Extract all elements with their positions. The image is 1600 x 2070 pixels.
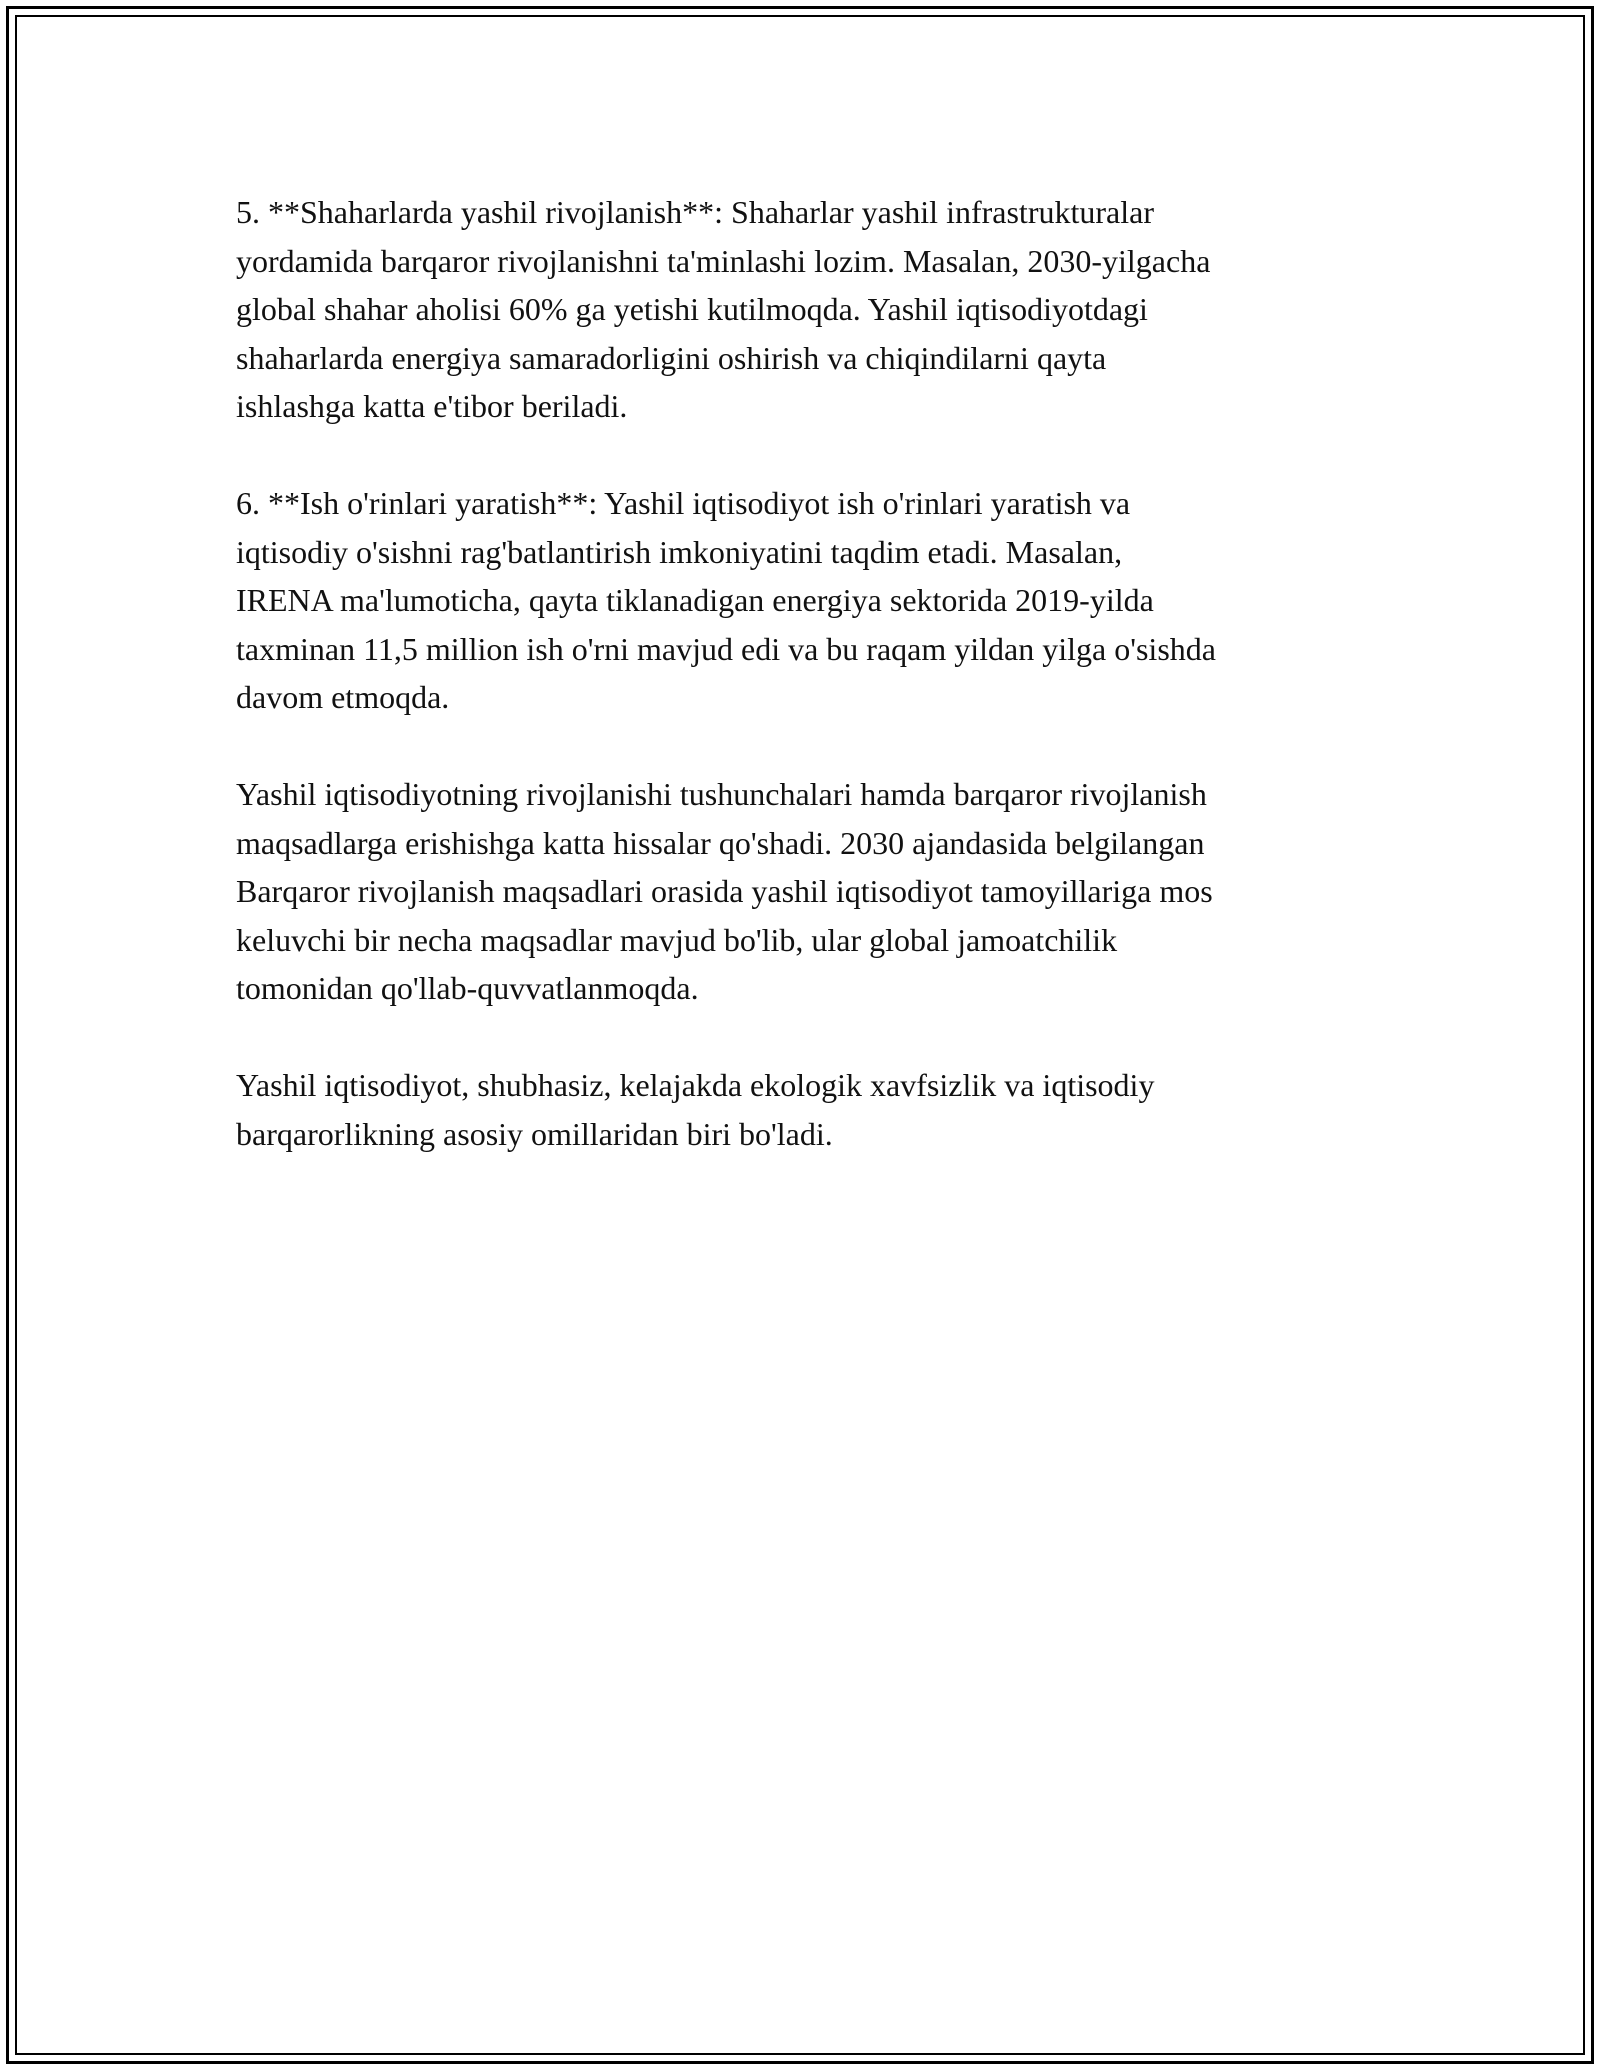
- document-body: [236, 188, 1376, 1207]
- paragraph-sustainable-development-goals: Yashil iqtisodiyotning rivojlanishi tushunchalari hamda barqaror rivojlanish maqsadlarga erishishga katta hissalar qo'shadi. 2030 ajandasida belgilangan Barqaror rivojlanish maqsadlari orasida yashil iqtisodiyot tamoyillariga mos keluvchi bir necha maqsadlar mavjud bo'lib, ular global jamoatchilik tomonidan qo'llab-quvvatlanmoqda.: [236, 776, 1213, 1006]
- paragraph-conclusion: Yashil iqtisodiyot, shubhasiz, kelajakda ekologik xavfsizlik va iqtisodiy barqarorlikning asosiy omillaridan biri bo'ladi.: [236, 1067, 1155, 1152]
- paragraph-job-creation: 6. **Ish o'rinlari yaratish**: Yashil iqtisodiyot ish o'rinlari yaratish va iqtisodiy o'sishni rag'batlantirish imkoniyatini taqdim etadi. Masalan, IRENA ma'lumoticha, qayta tiklanadigan energiya sektorida 2019-yilda taxminan 11,5 million ish o'rni mavjud edi va bu raqam yildan yilga o'sishda davom etmoqda.: [236, 485, 1216, 715]
- paragraph-green-urban-development: 5. **Shaharlarda yashil rivojlanish**: Shaharlar yashil infrastrukturalar yordamida barqaror rivojlanishni ta'minlashi lozim. Masalan, 2030-yilgacha global shahar aholisi 60% ga yetishi kutilmoqda. Yashil iqtisodiyotdagi shaharlarda energiya samaradorligini oshirish va chiqindilarni qayta ishlashga katta e'tibor beriladi.: [236, 194, 1211, 424]
